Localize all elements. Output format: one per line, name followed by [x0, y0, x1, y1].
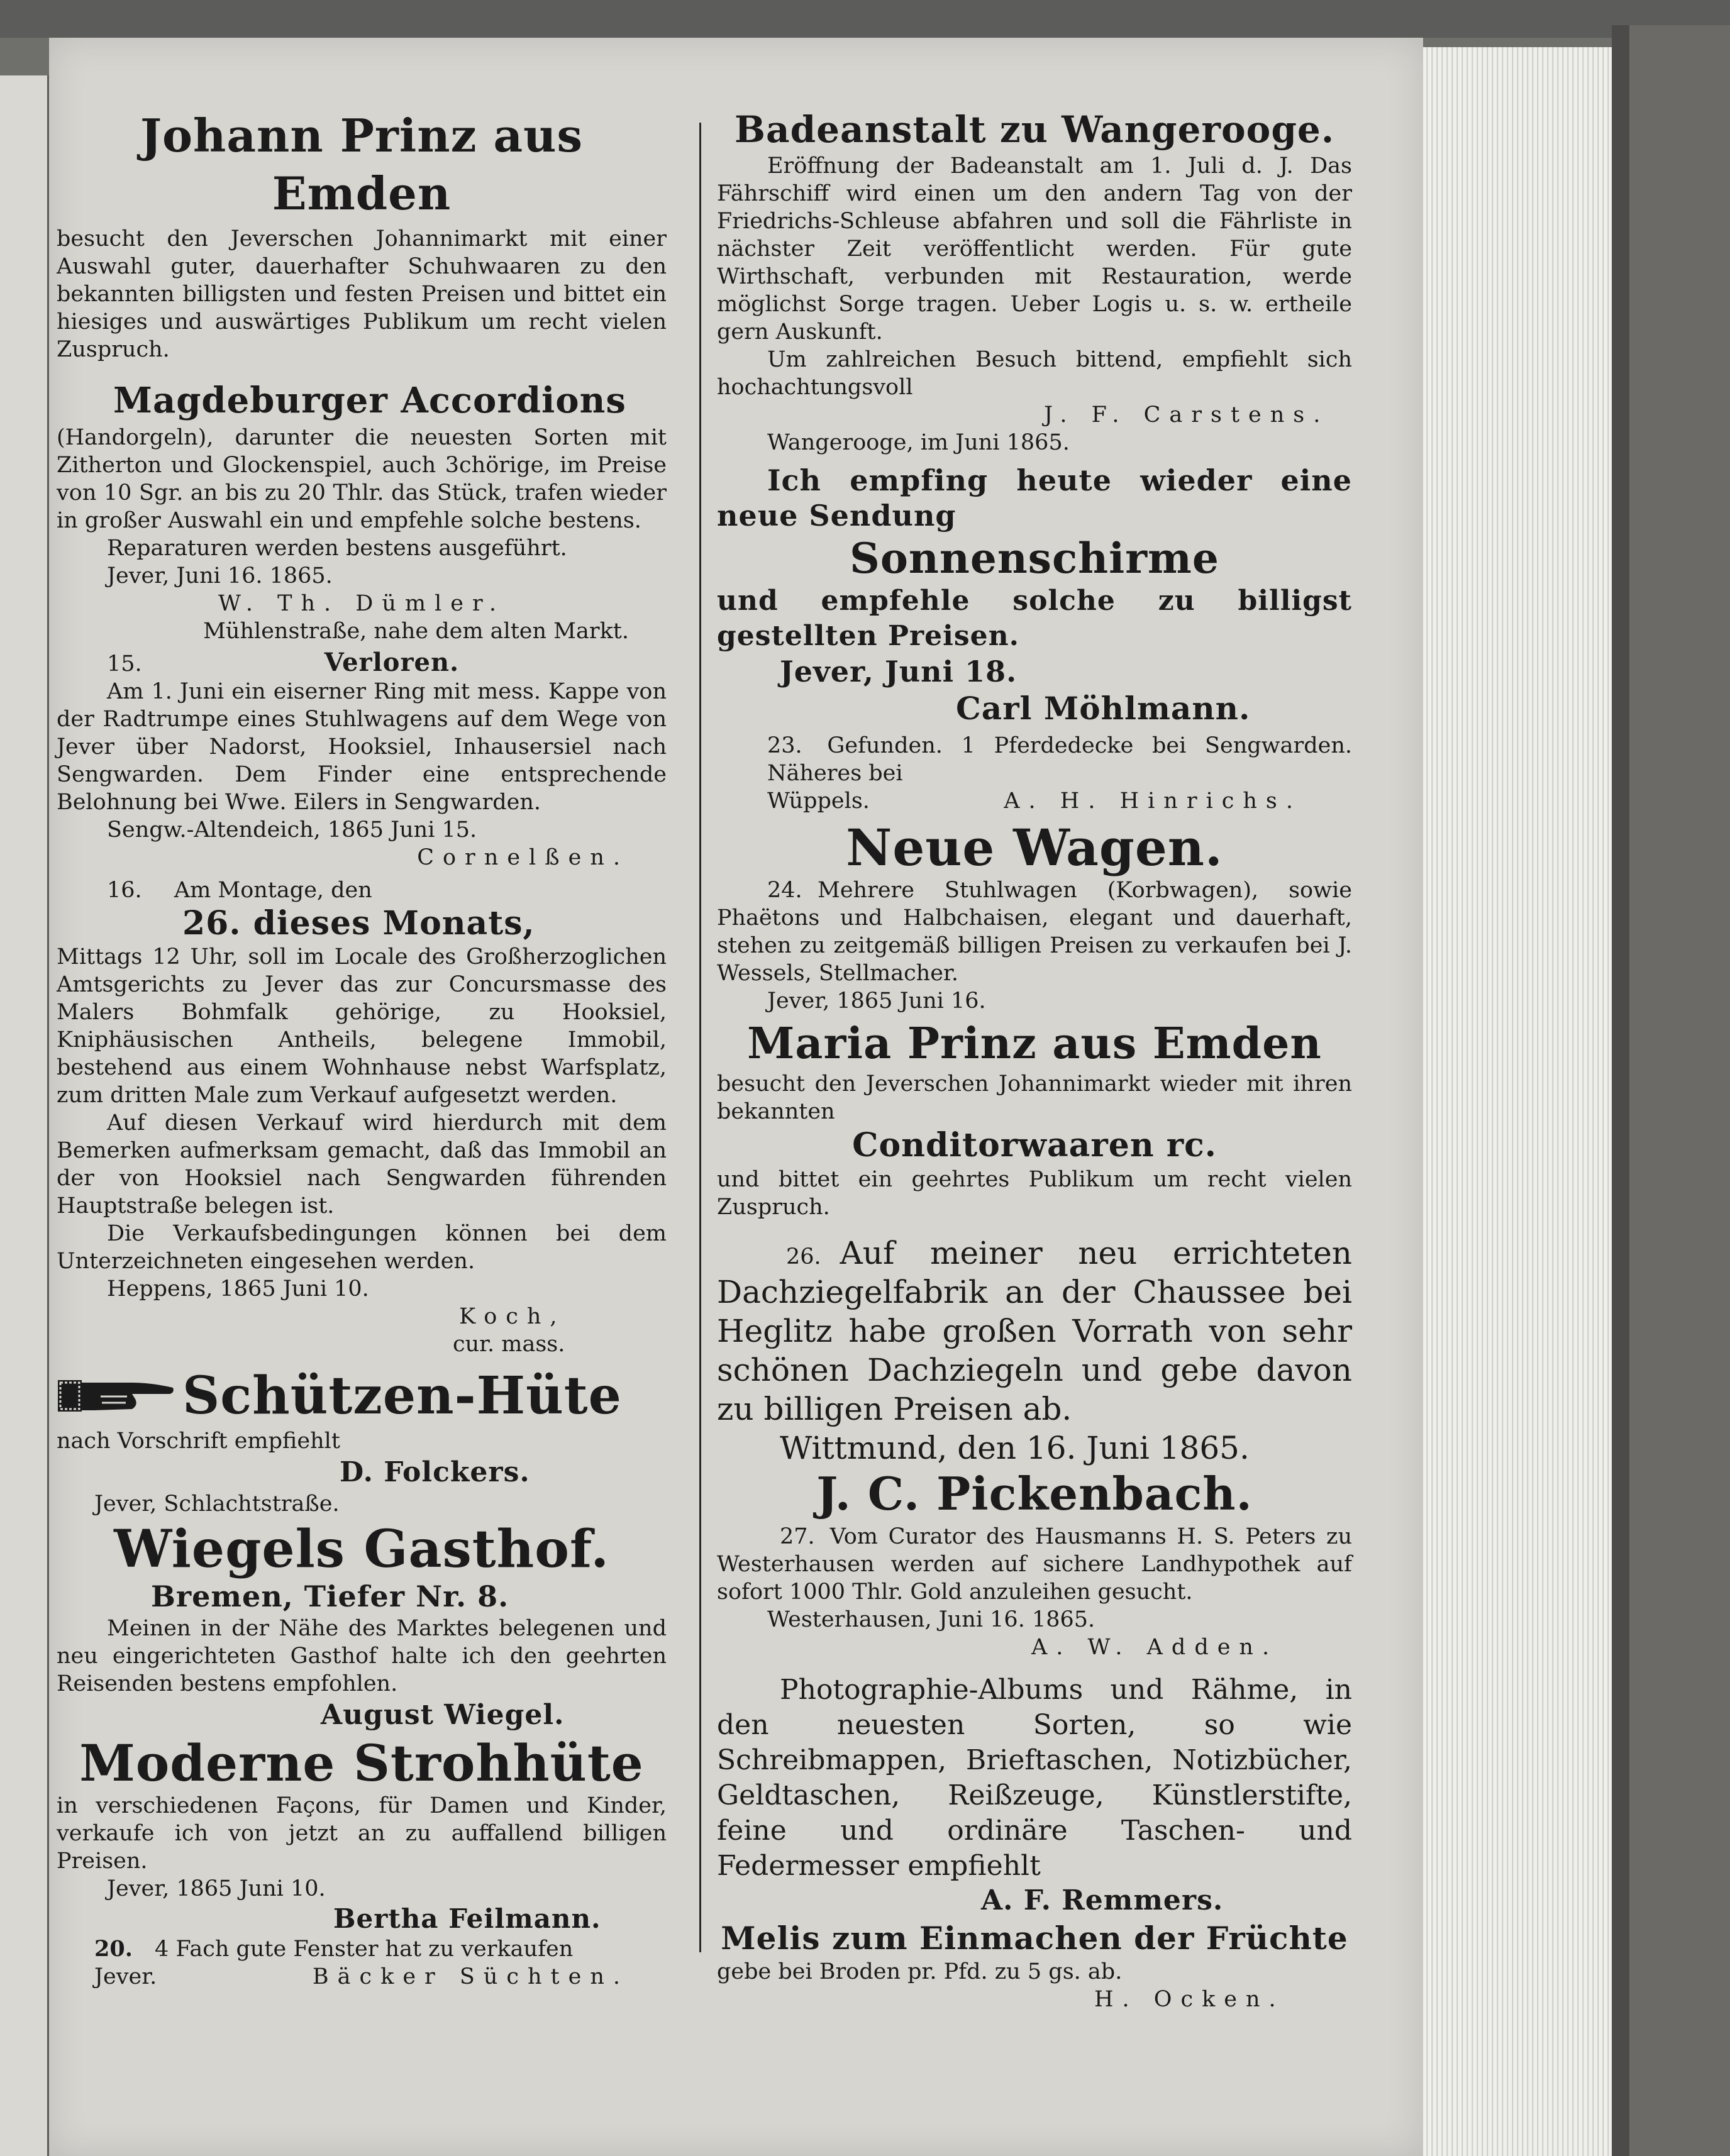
ad-text: Mehrere Stuhlwagen (Korbwagen), sowie Phaëtons und Halbchaisen, elegant und dauerhaft, stehen zu zeitgemäß billigen Preisen zu verkaufen bei J. Wessels, Stellmacher. [717, 878, 1352, 986]
ad-title: Johann Prinz aus Emden [140, 109, 584, 220]
ad-address: Jever, Schlachtstraße. [94, 1491, 340, 1517]
ad-text: besucht den Jeverschen Johannimarkt wieder mit ihren bekannten [717, 1071, 1352, 1124]
ad-dachziegel [717, 1234, 1352, 1520]
ad-strohhuete [57, 1734, 667, 1935]
ad-signer: W. Th. Dümler. [218, 591, 505, 616]
ad-title: Badeanstalt zu Wangerooge. [734, 108, 1335, 151]
ad-text-2: Um zahlreichen Besuch bittend, empfiehlt sich hochachtungsvoll [717, 347, 1352, 400]
ad-melis [717, 1919, 1352, 2013]
ad-date: Jever, Juni 16. 1865. [107, 563, 333, 589]
ad-fenster [57, 1935, 667, 1991]
ad-title: Moderne Strohhüte [79, 1733, 644, 1793]
ad-text-3: Die Verkaufsbedingungen können bei dem Unterzeichneten eingesehen werden. [57, 1221, 667, 1274]
ad-auction [57, 876, 667, 1358]
ad-title: Sonnenschirme [850, 534, 1219, 583]
ad-headline: 26. dieses Monats, [182, 904, 535, 943]
ad-title: Melis zum Einmachen der Früchte [721, 1920, 1348, 1957]
pointing-hand-icon [57, 1374, 176, 1418]
ad-curator [717, 1523, 1352, 1661]
ad-title: Wiegels Gasthof. [114, 1519, 609, 1579]
ad-intro: Ich empfing heute wieder eine neue Sendung [717, 463, 1352, 533]
ad-date: Sengw.-Altendeich, 1865 Juni 15. [107, 817, 477, 843]
ad-accordions [57, 379, 667, 645]
ad-signer: Koch, [459, 1304, 566, 1329]
ad-date: Heppens, 1865 Juni 10. [107, 1276, 369, 1302]
ad-subtitle: Conditorwaaren rc. [852, 1126, 1217, 1164]
previous-page-edge [0, 75, 49, 2156]
ad-title: Verloren. [324, 648, 459, 677]
ad-text-body: Auf meiner neu errichteten Dachziegelfabrik an der Chaussee bei Heglitz habe großen Vorrath von sehr schönen Dachziegeln und gebe davon zu billigen Preisen ab. [717, 1235, 1352, 1427]
ad-text: besucht den Jeverschen Johannimarkt mit einer Auswahl guter, dauerhafter Schuhwaaren zu den bekannten billigsten und festen Preisen und bittet ein hiesiges und auswärtiges Publikum um recht vielen Zuspruch. [57, 226, 667, 362]
ad-text [717, 1234, 1352, 1429]
ad-title: Neue Wagen. [846, 818, 1223, 877]
ad-text-body: Vom Curator des Hausmanns H. S. Peters zu Westerhausen werden auf sichere Landhypothek auf sofort 1000 Thlr. Gold anzuleihen gesucht. [717, 1524, 1352, 1605]
ad-signer-title: cur. mass. [453, 1332, 565, 1357]
ad-signer: August Wiegel. [321, 1699, 565, 1731]
ad-address: Mühlenstraße, nahe dem alten Markt. [203, 619, 629, 644]
ad-signer: Bäcker Süchten. [312, 1964, 629, 1989]
ad-number: 16. [107, 878, 142, 903]
ad-text: Meinen in der Nähe des Marktes belegenen und neu eingerichteten Gasthof halte ich den geehrten Reisenden bestens empfohlen. [57, 1616, 667, 1696]
ad-signer: J. F. Carstens. [1044, 402, 1329, 428]
ad-date: Westerhausen, Juni 16. 1865. [767, 1607, 1095, 1632]
ad-number: 20. [94, 1936, 133, 1962]
ad-text: in verschiedenen Façons, für Damen und Kinder, verkaufe ich von jetzt an zu auffallend billigen Preisen. [57, 1793, 667, 1874]
ad-schuetzen-huete [57, 1364, 667, 1518]
ad-number: 26. [786, 1244, 821, 1269]
ad-sonnenschirme [717, 463, 1352, 728]
ad-text: gebe bei Broden pr. Pfd. zu 5 gs. ab. [717, 1959, 1123, 1984]
ad-text: und empfehle solche zu billigst gestellten Preisen. [717, 585, 1352, 652]
ad-badeanstalt [717, 107, 1352, 456]
ad-johann-prinz [57, 107, 667, 363]
ad-signer: Cornelßen. [417, 845, 629, 870]
ad-date: Jever, Juni 18. [780, 655, 1017, 688]
ad-title: Schützen-Hüte [182, 1366, 622, 1426]
right-column [717, 107, 1352, 2013]
ad-date: Wangerooge, im Juni 1865. [767, 430, 1070, 455]
ad-signer: A. W. Adden. [1031, 1635, 1278, 1660]
book-cover-inner [1612, 25, 1629, 2156]
ad-date: Wittmund, den 16. Juni 1865. [780, 1430, 1250, 1466]
book-cover [1612, 25, 1730, 2156]
ad-lead: Am Montage, den [174, 878, 372, 903]
ad-text-2: Auf diesen Verkauf wird hierdurch mit dem Bemerken aufmerksam gemacht, daß das Immobil an der von Hooksiel nach Sengwarden führenden Hauptstraße belegen ist. [57, 1110, 667, 1219]
ad-text: Eröffnung der Badeanstalt am 1. Juli d. J. Das Fährschiff wird einen um den andern Tag von der Friedrichs-Schleuse abfahren und soll die Fährliste in nächster Zeit veröffentlicht werden. Für gute Wirthschaft, verbunden mit Restauration, werde möglichst Sorge tragen. Ueber Logis u. s. w. ertheile gern Auskunft. [717, 153, 1352, 345]
ad-title: Maria Prinz aus Emden [747, 1019, 1322, 1069]
ad-place: Jever. [94, 1964, 157, 1989]
ad-date: Jever, 1865 Juni 10. [107, 1876, 326, 1901]
ad-maria-prinz [717, 1017, 1352, 1221]
ad-gefunden [717, 732, 1352, 815]
ad-signer: A. F. Remmers. [981, 1884, 1224, 1916]
ad-text: Mittags 12 Uhr, soll im Locale des Großherzoglichen Amtsgerichts zu Jever das zur Concursmasse des Malers Bohmfalk gehörige, zu Hooksiel, Kniphäusischen Antheils, belegene Immobil, bestehend aus einem Wohnhause nebst Warfsplatz, zum dritten Male zum Verkauf aufgesetzt werden. [57, 944, 667, 1108]
ad-neue-wagen [717, 819, 1352, 1015]
ad-text: (Handorgeln), darunter die neuesten Sorten mit Zitherton und Glockenspiel, auch 3chörige, im Preise von 10 Sgr. an bis zu 20 Thlr. das Stück, trafen wieder in großer Auswahl ein und empfehle solche bestens. [57, 425, 667, 533]
ad-number: 27. [780, 1524, 815, 1549]
ad-signer: J. C. Pickenbach. [816, 1467, 1253, 1520]
ad-text: Am 1. Juni ein eiserner Ring mit mess. Kappe von der Radtrumpe eines Stuhlwagens auf dem Wege von Jever über Nadorst, Hooksiel, Inhausersiel nach Sengwarden. Dem Finder eine entsprechende Belohnung bei Wwe. Eilers in Sengwarden. [57, 679, 667, 815]
ad-signer: A. H. Hinrichs. [1004, 788, 1302, 814]
ad-text: 4 Fach gute Fenster hat zu verkaufen [155, 1937, 574, 1962]
ad-text: Photographie-Albums und Rähme, in den neuesten Sorten, so wie Schreibmappen, Brieftaschen, Notizbücher, Geldtaschen, Reißzeuge, Künstlerstifte, feine und ordinäre Taschen- und Federmesser empfiehlt [717, 1674, 1352, 1882]
ad-text [717, 1523, 1352, 1606]
ad-wiegels-gasthof [57, 1520, 667, 1733]
ad-verloren [57, 648, 667, 871]
ad-signer: D. Folckers. [340, 1456, 530, 1488]
scan-background-top [0, 0, 1730, 38]
column-divider [699, 123, 701, 1952]
ad-signer: Carl Möhlmann. [956, 690, 1251, 727]
ad-text: Gefunden. 1 Pferdedecke bei Sengwarden. Näheres bei [767, 733, 1352, 786]
ad-place: Wüppels. [767, 788, 870, 814]
book-fore-edge [1423, 47, 1612, 2156]
ad-number: 24. [767, 878, 802, 903]
ad-note: Reparaturen werden bestens ausgeführt. [107, 536, 567, 561]
ad-date: Jever, 1865 Juni 16. [767, 988, 986, 1014]
left-column [57, 107, 667, 1991]
ad-signer: H. Ocken. [1094, 1987, 1285, 2012]
ad-signer: Bertha Feilmann. [333, 1903, 601, 1934]
ad-photographie [717, 1672, 1352, 1918]
ad-number: 23. [767, 733, 802, 758]
ad-number: 15. [107, 651, 142, 677]
ad-title: Magdeburger Accordions [113, 380, 626, 421]
ad-text-2: und bittet ein geehrtes Publikum um recht vielen Zuspruch. [717, 1167, 1352, 1220]
ad-subtitle: Bremen, Tiefer Nr. 8. [151, 1579, 509, 1613]
ad-text: nach Vorschrift empfiehlt [57, 1429, 340, 1454]
